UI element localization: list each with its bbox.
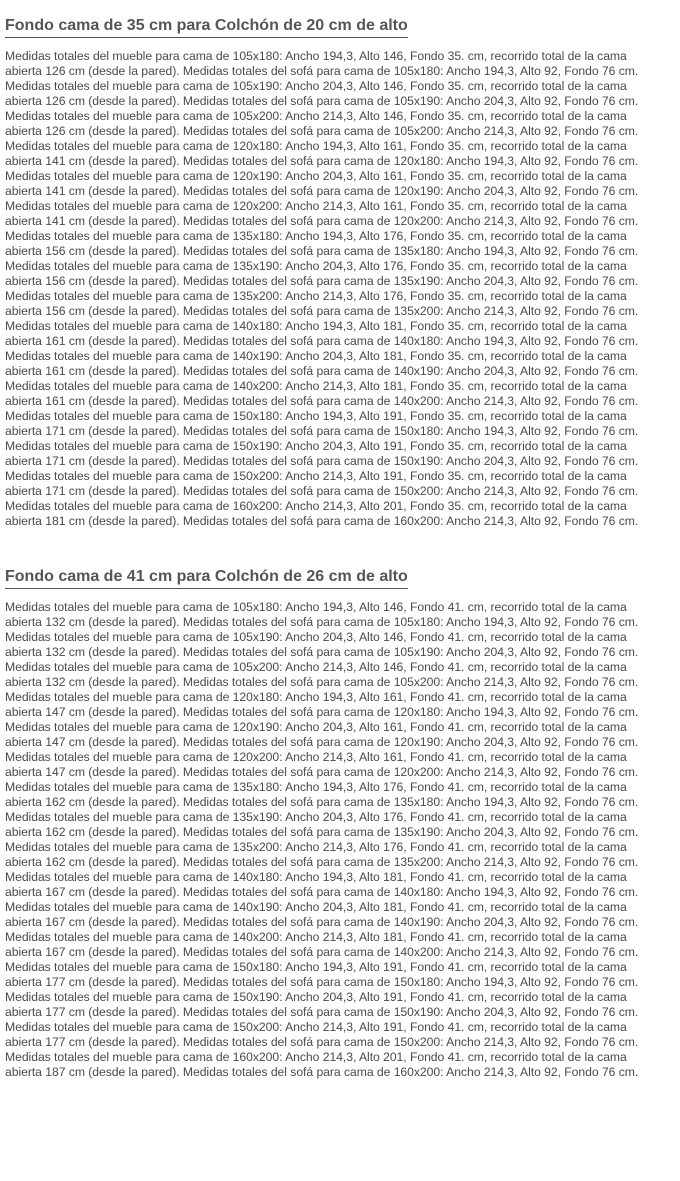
text-line: abierta 147 cm (desde la pared). Medidas totales del sofá para cama de 120x190: Ancho 204,3, Alto 92, Fondo 76 cm. — [5, 735, 639, 749]
section-41cm — [5, 567, 675, 1080]
text-line: Medidas totales del mueble para cama de 135x190: Ancho 204,3, Alto 176, Fondo 35. cm, recorrido total de la cama — [5, 259, 627, 273]
text-line: abierta 161 cm (desde la pared). Medidas totales del sofá para cama de 140x190: Ancho 204,3, Alto 92, Fondo 76 cm. — [5, 364, 639, 378]
text-line: abierta 147 cm (desde la pared). Medidas totales del sofá para cama de 120x180: Ancho 194,3, Alto 92, Fondo 76 cm. — [5, 705, 639, 719]
text-line: abierta 177 cm (desde la pared). Medidas totales del sofá para cama de 150x200: Ancho 214,3, Alto 92, Fondo 76 cm. — [5, 1035, 639, 1049]
text-line: abierta 167 cm (desde la pared). Medidas totales del sofá para cama de 140x180: Ancho 194,3, Alto 92, Fondo 76 cm. — [5, 885, 639, 899]
text-line: abierta 162 cm (desde la pared). Medidas totales del sofá para cama de 135x190: Ancho 204,3, Alto 92, Fondo 76 cm. — [5, 825, 639, 839]
text-line: Medidas totales del mueble para cama de 105x180: Ancho 194,3, Alto 146, Fondo 35. cm, recorrido total de la cama — [5, 49, 627, 63]
text-line: abierta 126 cm (desde la pared). Medidas totales del sofá para cama de 105x200: Ancho 214,3, Alto 92, Fondo 76 cm. — [5, 124, 639, 138]
text-line: abierta 177 cm (desde la pared). Medidas totales del sofá para cama de 150x190: Ancho 204,3, Alto 92, Fondo 76 cm. — [5, 1005, 639, 1019]
text-line: Medidas totales del mueble para cama de 140x180: Ancho 194,3, Alto 181, Fondo 41. cm, recorrido total de la cama — [5, 870, 627, 884]
text-line: abierta 141 cm (desde la pared). Medidas totales del sofá para cama de 120x190: Ancho 204,3, Alto 92, Fondo 76 cm. — [5, 184, 639, 198]
text-line: Medidas totales del mueble para cama de 135x180: Ancho 194,3, Alto 176, Fondo 41. cm, recorrido total de la cama — [5, 780, 627, 794]
text-line: Medidas totales del mueble para cama de 105x200: Ancho 214,3, Alto 146, Fondo 41. cm, recorrido total de la cama — [5, 660, 627, 674]
text-line: Medidas totales del mueble para cama de 160x200: Ancho 214,3, Alto 201, Fondo 35. cm, recorrido total de la cama — [5, 499, 627, 513]
text-line: abierta 177 cm (desde la pared). Medidas totales del sofá para cama de 150x180: Ancho 194,3, Alto 92, Fondo 76 cm. — [5, 975, 639, 989]
text-line: abierta 126 cm (desde la pared). Medidas totales del sofá para cama de 105x190: Ancho 204,3, Alto 92, Fondo 76 cm. — [5, 94, 639, 108]
text-line: abierta 147 cm (desde la pared). Medidas totales del sofá para cama de 120x200: Ancho 214,3, Alto 92, Fondo 76 cm. — [5, 765, 639, 779]
section-35cm — [5, 16, 675, 529]
text-line: Medidas totales del mueble para cama de 140x190: Ancho 204,3, Alto 181, Fondo 41. cm, recorrido total de la cama — [5, 900, 627, 914]
text-line: Medidas totales del mueble para cama de 140x200: Ancho 214,3, Alto 181, Fondo 35. cm, recorrido total de la cama — [5, 379, 627, 393]
text-line: abierta 132 cm (desde la pared). Medidas totales del sofá para cama de 105x180: Ancho 194,3, Alto 92, Fondo 76 cm. — [5, 615, 639, 629]
text-line: abierta 167 cm (desde la pared). Medidas totales del sofá para cama de 140x200: Ancho 214,3, Alto 92, Fondo 76 cm. — [5, 945, 639, 959]
section-body — [5, 49, 675, 529]
text-line: Medidas totales del mueble para cama de 120x180: Ancho 194,3, Alto 161, Fondo 35. cm, recorrido total de la cama — [5, 139, 627, 153]
text-line: Medidas totales del mueble para cama de 120x180: Ancho 194,3, Alto 161, Fondo 41. cm, recorrido total de la cama — [5, 690, 627, 704]
text-line: Medidas totales del mueble para cama de 140x180: Ancho 194,3, Alto 181, Fondo 35. cm, recorrido total de la cama — [5, 319, 627, 333]
text-line: Medidas totales del mueble para cama de 135x200: Ancho 214,3, Alto 176, Fondo 41. cm, recorrido total de la cama — [5, 840, 627, 854]
text-line: Medidas totales del mueble para cama de 150x180: Ancho 194,3, Alto 191, Fondo 35. cm, recorrido total de la cama — [5, 409, 627, 423]
text-line: abierta 132 cm (desde la pared). Medidas totales del sofá para cama de 105x190: Ancho 204,3, Alto 92, Fondo 76 cm. — [5, 645, 639, 659]
text-line: Medidas totales del mueble para cama de 105x190: Ancho 204,3, Alto 146, Fondo 35. cm, recorrido total de la cama — [5, 79, 627, 93]
text-line: abierta 161 cm (desde la pared). Medidas totales del sofá para cama de 140x200: Ancho 214,3, Alto 92, Fondo 76 cm. — [5, 394, 639, 408]
text-line: abierta 162 cm (desde la pared). Medidas totales del sofá para cama de 135x200: Ancho 214,3, Alto 92, Fondo 76 cm. — [5, 855, 639, 869]
section-title: Fondo cama de 41 cm para Colchón de 26 cm de alto — [5, 567, 408, 589]
text-line: Medidas totales del mueble para cama de 135x190: Ancho 204,3, Alto 176, Fondo 41. cm, recorrido total de la cama — [5, 810, 627, 824]
section-body — [5, 600, 675, 1080]
text-line: abierta 141 cm (desde la pared). Medidas totales del sofá para cama de 120x180: Ancho 194,3, Alto 92, Fondo 76 cm. — [5, 154, 639, 168]
text-line: Medidas totales del mueble para cama de 150x200: Ancho 214,3, Alto 191, Fondo 41. cm, recorrido total de la cama — [5, 1020, 627, 1034]
text-line: abierta 171 cm (desde la pared). Medidas totales del sofá para cama de 150x180: Ancho 194,3, Alto 92, Fondo 76 cm. — [5, 424, 639, 438]
text-line: Medidas totales del mueble para cama de 120x200: Ancho 214,3, Alto 161, Fondo 41. cm, recorrido total de la cama — [5, 750, 627, 764]
text-line: Medidas totales del mueble para cama de 120x190: Ancho 204,3, Alto 161, Fondo 35. cm, recorrido total de la cama — [5, 169, 627, 183]
text-line: abierta 171 cm (desde la pared). Medidas totales del sofá para cama de 150x190: Ancho 204,3, Alto 92, Fondo 76 cm. — [5, 454, 639, 468]
text-line: Medidas totales del mueble para cama de 120x190: Ancho 204,3, Alto 161, Fondo 41. cm, recorrido total de la cama — [5, 720, 627, 734]
text-line: abierta 171 cm (desde la pared). Medidas totales del sofá para cama de 150x200: Ancho 214,3, Alto 92, Fondo 76 cm. — [5, 484, 639, 498]
text-line: Medidas totales del mueble para cama de 105x200: Ancho 214,3, Alto 146, Fondo 35. cm, recorrido total de la cama — [5, 109, 627, 123]
text-line: abierta 126 cm (desde la pared). Medidas totales del sofá para cama de 105x180: Ancho 194,3, Alto 92, Fondo 76 cm. — [5, 64, 639, 78]
text-line: Medidas totales del mueble para cama de 150x180: Ancho 194,3, Alto 191, Fondo 41. cm, recorrido total de la cama — [5, 960, 627, 974]
text-line: Medidas totales del mueble para cama de 150x190: Ancho 204,3, Alto 191, Fondo 35. cm, recorrido total de la cama — [5, 439, 627, 453]
text-line: Medidas totales del mueble para cama de 150x190: Ancho 204,3, Alto 191, Fondo 41. cm, recorrido total de la cama — [5, 990, 627, 1004]
text-line: abierta 156 cm (desde la pared). Medidas totales del sofá para cama de 135x190: Ancho 204,3, Alto 92, Fondo 76 cm. — [5, 274, 639, 288]
text-line: Medidas totales del mueble para cama de 105x180: Ancho 194,3, Alto 146, Fondo 41. cm, recorrido total de la cama — [5, 600, 627, 614]
text-line: abierta 167 cm (desde la pared). Medidas totales del sofá para cama de 140x190: Ancho 204,3, Alto 92, Fondo 76 cm. — [5, 915, 639, 929]
text-line: Medidas totales del mueble para cama de 105x190: Ancho 204,3, Alto 146, Fondo 41. cm, recorrido total de la cama — [5, 630, 627, 644]
text-line: abierta 161 cm (desde la pared). Medidas totales del sofá para cama de 140x180: Ancho 194,3, Alto 92, Fondo 76 cm. — [5, 334, 639, 348]
text-line: Medidas totales del mueble para cama de 135x200: Ancho 214,3, Alto 176, Fondo 35. cm, recorrido total de la cama — [5, 289, 627, 303]
text-line: abierta 162 cm (desde la pared). Medidas totales del sofá para cama de 135x180: Ancho 194,3, Alto 92, Fondo 76 cm. — [5, 795, 639, 809]
text-line: Medidas totales del mueble para cama de 120x200: Ancho 214,3, Alto 161, Fondo 35. cm, recorrido total de la cama — [5, 199, 627, 213]
text-line: Medidas totales del mueble para cama de 160x200: Ancho 214,3, Alto 201, Fondo 41. cm, recorrido total de la cama — [5, 1050, 627, 1064]
text-line: Medidas totales del mueble para cama de 150x200: Ancho 214,3, Alto 191, Fondo 35. cm, recorrido total de la cama — [5, 469, 627, 483]
text-line: abierta 156 cm (desde la pared). Medidas totales del sofá para cama de 135x200: Ancho 214,3, Alto 92, Fondo 76 cm. — [5, 304, 639, 318]
text-line: abierta 156 cm (desde la pared). Medidas totales del sofá para cama de 135x180: Ancho 194,3, Alto 92, Fondo 76 cm. — [5, 244, 639, 258]
text-line: Medidas totales del mueble para cama de 140x190: Ancho 204,3, Alto 181, Fondo 35. cm, recorrido total de la cama — [5, 349, 627, 363]
text-line: abierta 132 cm (desde la pared). Medidas totales del sofá para cama de 105x200: Ancho 214,3, Alto 92, Fondo 76 cm. — [5, 675, 639, 689]
text-line: abierta 141 cm (desde la pared). Medidas totales del sofá para cama de 120x200: Ancho 214,3, Alto 92, Fondo 76 cm. — [5, 214, 639, 228]
text-line: abierta 187 cm (desde la pared). Medidas totales del sofá para cama de 160x200: Ancho 214,3, Alto 92, Fondo 76 cm. — [5, 1065, 639, 1079]
text-line: abierta 181 cm (desde la pared). Medidas totales del sofá para cama de 160x200: Ancho 214,3, Alto 92, Fondo 76 cm. — [5, 514, 639, 528]
text-line: Medidas totales del mueble para cama de 140x200: Ancho 214,3, Alto 181, Fondo 41. cm, recorrido total de la cama — [5, 930, 627, 944]
section-title: Fondo cama de 35 cm para Colchón de 20 cm de alto — [5, 16, 408, 38]
text-line: Medidas totales del mueble para cama de 135x180: Ancho 194,3, Alto 176, Fondo 35. cm, recorrido total de la cama — [5, 229, 627, 243]
